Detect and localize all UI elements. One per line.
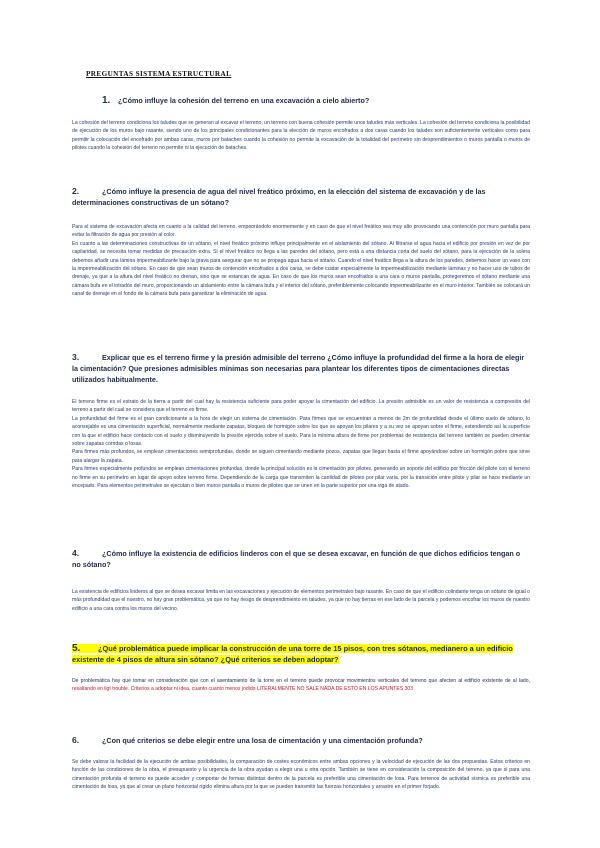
answer-paragraph (72, 677, 530, 694)
answer-paragraph: La profundidad del firme es el gran condicionante a la hora de elegir un sistema de cimentación. Para firmes que se encuentran a menos de 2m de profundidad desde el último suelo de sótano, lo aconsejable es una cimentación superficial, normalmente mediante zapatas, bloques de hormigón sobre los que se apoyan los pilares y a su vez se apoyan sobre el firme, extendiendo así la superficie con la que el edificio hace contacto con el suelo y disminuyendo la presión ejercida sobre el suelo. Para la mínima altura de firme por problemas de resistencia del terreno también se pueden cimentar sobre zapatas corridas o losas. (72, 415, 530, 448)
question-2 (72, 186, 527, 208)
answer-paragraph: Para firmes más profundos, se emplean cimentaciones semiprofundas, donde se siguen cimentando mediante pozos, zapatas que llegan hasta el firme apoyándose sobre un hormigón pobre que sirve para alargar la zapata. (72, 449, 530, 464)
answer-paragraph: La cohesión del terreno condiciona los taludes que se generan al excavar el terreno, un terreno con buena cohesión permite unos taludes más verticales. La cohesión del terreno condiciona la posibilidad de ejecución de los muros bajo rasante, siendo uno de los principales condicionantes para la elección de muros encofrados a dos caras cuando los taludes son suficientemente verticales como para permitir la colocación del encofrado por ambas caras, muros por bataches cuando la cohesión no permite la excavación de la totalidad del perímetro sin desprendimientos o muros pantalla o muros de pilotes cuando la cohesión del terreno no permite ni la ejecución de bataches. (72, 120, 530, 152)
answer-3 (72, 398, 530, 490)
answer-main-text: De problemática hay que tomar en consideración que con el asentamiento de la torre en el terreno puede provocar movimientos verticales del terreno que afecten al edificio existente de al lado, (72, 678, 530, 684)
answer-paragraph: La existencia de edificios linderos al que se desea excavar limita en las excavaciones y ejecución de elementos perimetrales bajo rasante. En caso de que el edificio colindante tenga un sótano de igual o más profundidad que el nuestro, no hay gran problemática, ya que no hay riesgo de desprendimiento en taludes, ya que no hay tierras en ese lado de la parcela y podemos encofrar los muros de nuestro edificio a una cara contra los muros del vecino. (72, 589, 530, 612)
answer-6 (72, 758, 530, 792)
answer-2 (72, 223, 530, 299)
question-3 (72, 352, 527, 385)
answer-1 (72, 119, 530, 153)
question-text: ¿Cómo influye la cohesión del terreno en una excavación a cielo abierto? (118, 96, 370, 105)
answer-comment: resaltando en ligt trouble. Criterios a adoptar ni idea, cuanto cuanto menos jodido LITERALMENTE NO SALE NADA DE ESTO EN LOS APUNTES 303 (72, 686, 414, 693)
question-text: ¿Qué problemática puede implicar la construcción de una torre de 15 pisos, con tres sótanos, medianero a un edificio existente de 4 pisos de altura sin sótano? ¿Qué criterios se deben adoptar? (72, 644, 513, 664)
answer-5 (72, 677, 530, 694)
answer-paragraph: Para firmes especialmente profundos se emplean cimentaciones profundas, donde la principal solución es la cimentación por pilotes, generando un soporte del edificio por fricción del pilote con el terreno no firme en su perímetro en lugar de apoyo sobre terreno firme. Dependiendo de la carga que transmiten la cantidad de pilotes por pilar varía, por la transición entre pilote y pilar se hace mediante un encepado. Para elementos perimetrales se ejecutan o bien muros pantalla o muros de pilotes que se unen en la parte superior por una viga de atado. (72, 466, 530, 490)
question-number: 6. (72, 735, 80, 745)
document-title: PREGUNTAS SISTEMA ESTRUCTURAL (86, 70, 232, 78)
answer-paragraph: El terreno firme es el estrato de la tierra a partir del cual hay la resistencia suficiente para poder apoyar la cimentación del edificio. La presión admisible es un valor de resistencia a compresión del terreno a partir del cual se considera que el terreno es firme. (72, 399, 530, 414)
question-number: 1. (102, 95, 111, 106)
question-text: ¿Cómo influye la existencia de edificios linderos con el que se desea excavar, en función de que dichos edificios tengan o no sótano? (72, 549, 521, 569)
question-number: 3. (72, 352, 80, 362)
question-5 (72, 643, 527, 665)
question-text: ¿Cómo influye la presencia de agua del nivel freático próximo, en la elección del sistema de excavación y de las determinaciones constructivas de un sótano? (72, 187, 486, 207)
answer-paragraph: En cuanto a las determinaciones constructivas de un sótano, el nivel freático próximo influye principalmente en el aislamiento del sótano. Al filtrarse el agua hacia el edificio por presión en vez de por capilaridad, se necesita tomar medidas de precaución extra. Si el nivel freático no llega a las paredes del sótano, pero está a una distancia corta del suelo del sótano, para la ejecución de la solera debemos añadir una lámina impermeabilizante bajo la grava para asegurar que no se propaga agua hacia el sótano. Cuando el nivel freático llega a la altura de los paredes, debemos hacer un vaso con la impermeabilización del sótano. En caso de que sean muros de contención encofrados a dos caras, se debe cuidar especialmente la impermeabilización mediante láminas y no hacer uso de tubos de drenaje, ya que a la altura del nivel freático no drenan, sino que se estancan de agua. En caso de que los muros sean encofrados a una cara o muros pantalla, protegeremos el sótano mediante una cámara bufa en el intradós del muro, proporcionando un aislamiento entre la cámara bufa y el interior del sótano, preferiblemente colocando impermeabilizante en el muro interior. También se colocará un canal de drenaje en el fondo de la cámara bufa para garantizar la eliminación de agua. (72, 240, 530, 298)
question-4 (72, 548, 527, 570)
answer-4 (72, 588, 530, 613)
question-6 (72, 735, 527, 746)
question-1 (102, 95, 522, 106)
question-text: Explicar que es el terreno firme y la presión admisible del terreno ¿Cómo influye la profundidad del firme a la hora de elegir la cimentación? Que presiones admisibles mínimas son necesarias para plantear los diferentes tipos de cimentaciones directas utilizados habitualmente. (72, 353, 525, 384)
question-number: 4. (72, 548, 80, 558)
answer-paragraph: Se debe valorar la facilidad de la ejecución de ambas posibilidades, la comparación de costes económicos entre ambas opciones y la velocidad de ejecución de las dos propuestas. Estos criterios en función de las condiciones de la obra, el presupuesto y la urgencia de la obra ayudan a elegir una u otra opción. También se tiene en consideración la composición del terreno, ya que si para una cimentación profunda el terreno es puede acceder y comportar de formas distintas dentro de la parcela es preferible una cimentación de losa. Para terrenos de actividad sísmica es preferible una cimentación de losa, ya que al crear un plano horizontal rígido elimina altura por la que se pueden transmitir las fuerzas horizontales y arrastre en el primer forjado. (72, 759, 530, 791)
question-number: 5. (72, 643, 81, 654)
question-text: ¿Con qué criterios se debe elegir entre una losa de cimentación y una cimentación profunda? (102, 736, 423, 745)
question-number: 2. (72, 186, 80, 196)
question-highlight (72, 644, 513, 664)
answer-paragraph: Para el sistema de excavación afecta en cuanto a la calidad del terreno, empeorándolo enormemente y en caso de que el nivel freático sea muy alto provocando una contención por muro pantalla para evitar la filtración de agua por presión al color. (72, 224, 530, 239)
